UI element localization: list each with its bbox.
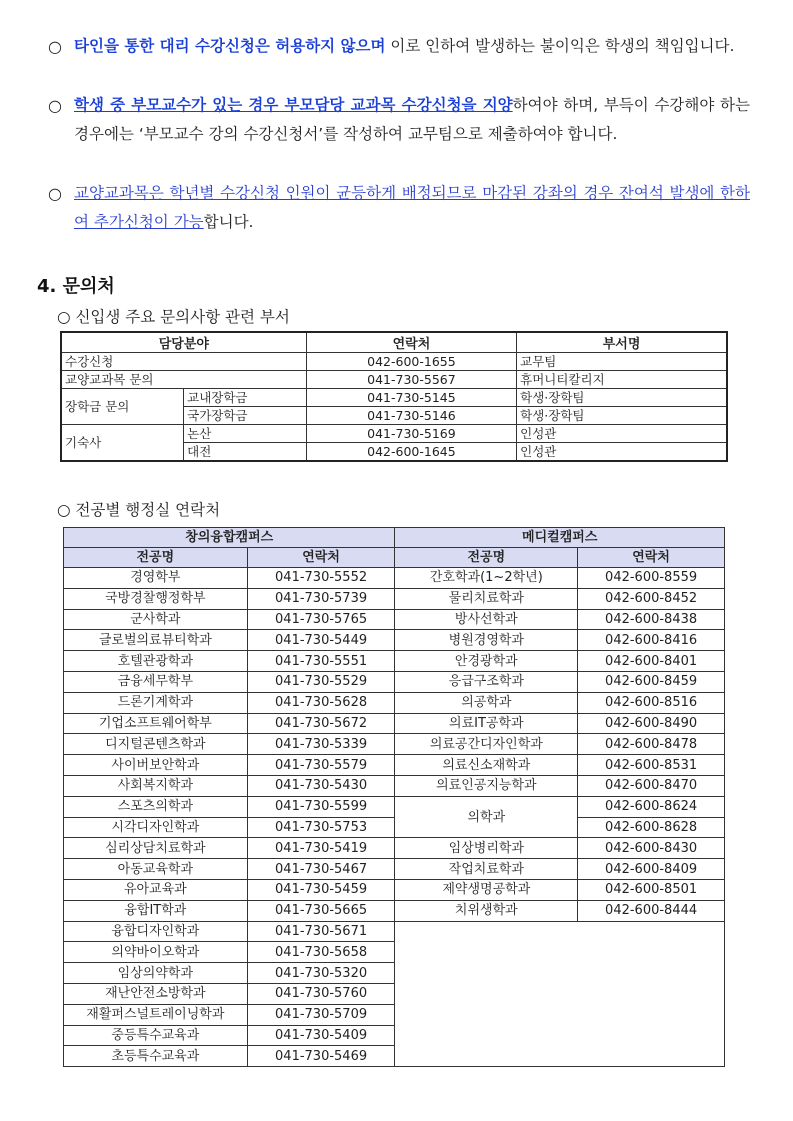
major-name-cell: 경영학부 [64, 568, 248, 589]
phone-cell: 041-730-5145 [306, 389, 516, 407]
table-header-row [61, 332, 727, 353]
table-row [64, 734, 725, 755]
area-cell: 교양교과목 문의 [61, 371, 306, 389]
campus-left-header: 창의융합캠퍼스 [64, 528, 395, 548]
major-phone-cell: 041-730-5320 [247, 963, 395, 984]
major-phone-cell: 041-730-5459 [247, 879, 395, 900]
major-name-cell: 사회복지학과 [64, 775, 248, 796]
majors-body [64, 568, 725, 1067]
inquiry-subtitle: ○ 신입생 주요 문의사항 관련 부서 [57, 308, 290, 326]
major-phone-cell: 041-730-5765 [247, 609, 395, 630]
bullet: ○ [48, 37, 62, 56]
major-phone-cell: 042-600-8516 [578, 692, 725, 713]
area-cell: 장학금 문의 [61, 389, 184, 425]
major-name-cell: 의학과 [395, 796, 578, 838]
major-name-cell: 사이버보안학과 [64, 755, 248, 776]
notice-3-rest: 합니다. [203, 213, 254, 231]
notice-2-rest: 하여야 하며, 부득이 수강해야 하는 경우에는 ‘부모교수 강의 수강신청서’를 작성하여 교무팀으로 제출하여야 합니다. [74, 96, 750, 143]
campus-header-row [64, 528, 725, 548]
table-row [64, 1004, 725, 1025]
major-phone-cell: 042-600-8438 [578, 609, 725, 630]
phone-cell: 042-600-1655 [306, 353, 516, 371]
col-major-left: 전공명 [64, 548, 248, 568]
campus-right-header: 메디컬캠퍼스 [395, 528, 725, 548]
col-major-right: 전공명 [395, 548, 578, 568]
section-title: 4. 문의처 [37, 276, 115, 297]
major-phone-cell: 041-730-5467 [247, 859, 395, 880]
table-row [64, 609, 725, 630]
header-contact: 연락처 [306, 332, 516, 353]
table-row [64, 1046, 725, 1067]
major-phone-cell: 041-730-5552 [247, 568, 395, 589]
header-area: 담당분야 [61, 332, 306, 353]
phone-cell: 042-600-1645 [306, 443, 516, 462]
major-phone-cell: 042-600-8559 [578, 568, 725, 589]
major-phone-cell: 041-730-5599 [247, 796, 395, 817]
major-phone-cell: 042-600-8490 [578, 713, 725, 734]
major-name-cell: 시각디자인학과 [64, 817, 248, 838]
major-name-cell: 융합디자인학과 [64, 921, 248, 942]
table-row [64, 879, 725, 900]
table-row [61, 371, 727, 389]
major-phone-cell: 042-600-8470 [578, 775, 725, 796]
table-row [64, 755, 725, 776]
major-phone-cell: 041-730-5529 [247, 671, 395, 692]
major-name-cell: 방사선학과 [395, 609, 578, 630]
major-name-cell: 드론기계학과 [64, 692, 248, 713]
major-name-cell: 의공학과 [395, 692, 578, 713]
table-row [64, 983, 725, 1004]
table-row [64, 900, 725, 921]
major-name-cell: 아동교육학과 [64, 859, 248, 880]
major-phone-cell: 041-730-5419 [247, 838, 395, 859]
notice-3 [48, 179, 750, 237]
major-phone-cell: 042-600-8452 [578, 588, 725, 609]
empty-cell [395, 1025, 725, 1046]
major-phone-cell: 041-730-5339 [247, 734, 395, 755]
dept-cell: 휴머니티칼리지 [517, 371, 727, 389]
major-name-cell: 치위생학과 [395, 900, 578, 921]
notice-2-emphasis: 학생 중 부모교수가 있는 경우 부모담당 교과목 수강신청을 지양 [74, 96, 513, 114]
major-name-cell: 의료인공지능학과 [395, 775, 578, 796]
major-phone-cell: 041-730-5469 [247, 1046, 395, 1067]
empty-cell [395, 1046, 725, 1067]
major-name-cell: 기업소프트웨어학부 [64, 713, 248, 734]
table-row [64, 775, 725, 796]
major-phone-cell: 041-730-5449 [247, 630, 395, 651]
major-name-cell: 스포츠의학과 [64, 796, 248, 817]
major-phone-cell: 042-600-8444 [578, 900, 725, 921]
sub-area-cell: 국가장학금 [184, 407, 307, 425]
major-phone-cell: 042-600-8459 [578, 671, 725, 692]
major-name-cell: 군사학과 [64, 609, 248, 630]
empty-cell [395, 963, 725, 984]
major-name-cell: 의료신소재학과 [395, 755, 578, 776]
table-row [64, 713, 725, 734]
column-header-row [64, 548, 725, 568]
major-name-cell: 병원경영학과 [395, 630, 578, 651]
sub-area-cell: 대전 [184, 443, 307, 462]
table-row [64, 859, 725, 880]
major-phone-cell: 041-730-5409 [247, 1025, 395, 1046]
major-phone-cell: 041-730-5760 [247, 983, 395, 1004]
bullet: ○ [48, 184, 62, 203]
table-row [64, 838, 725, 859]
major-phone-cell: 041-730-5430 [247, 775, 395, 796]
major-name-cell: 간호학과(1~2학년) [395, 568, 578, 589]
table-row [64, 692, 725, 713]
inquiry-table [60, 331, 728, 462]
major-phone-cell: 042-600-8624 [578, 796, 725, 817]
major-name-cell: 의약바이오학과 [64, 942, 248, 963]
majors-table [63, 527, 725, 1067]
empty-cell [395, 1004, 725, 1025]
major-name-cell: 유아교육과 [64, 879, 248, 900]
major-phone-cell: 041-730-5551 [247, 651, 395, 672]
major-name-cell: 의료IT공학과 [395, 713, 578, 734]
table-row [64, 796, 725, 817]
empty-cell [395, 942, 725, 963]
dept-cell: 학생·장학팀 [517, 389, 727, 407]
table-row [61, 389, 727, 407]
table-row [64, 671, 725, 692]
major-phone-cell: 041-730-5665 [247, 900, 395, 921]
col-contact-left: 연락처 [247, 548, 395, 568]
majors-subtitle: ○ 전공별 행정실 연락처 [57, 501, 221, 519]
empty-cell [395, 983, 725, 1004]
phone-cell: 041-730-5169 [306, 425, 516, 443]
major-name-cell: 안경광학과 [395, 651, 578, 672]
major-name-cell: 국방경찰행정학부 [64, 588, 248, 609]
major-name-cell: 제약생명공학과 [395, 879, 578, 900]
major-name-cell: 심리상담치료학과 [64, 838, 248, 859]
major-phone-cell: 041-730-5739 [247, 588, 395, 609]
major-phone-cell: 042-600-8409 [578, 859, 725, 880]
notice-3-emphasis: 교양교과목은 학년별 수강신청 인원이 균등하게 배정되므로 마감된 강좌의 경우 잔여석 발생에 한하여 추가신청이 가능 [74, 184, 750, 231]
notice-1-emphasis: 타인을 통한 대리 수강신청은 허용하지 않으며 [74, 37, 386, 55]
table-row [61, 425, 727, 443]
dept-cell: 교무팀 [517, 353, 727, 371]
col-contact-right: 연락처 [578, 548, 725, 568]
empty-cell [395, 921, 725, 942]
major-phone-cell: 041-730-5709 [247, 1004, 395, 1025]
major-phone-cell: 042-600-8416 [578, 630, 725, 651]
major-name-cell: 임상의약학과 [64, 963, 248, 984]
phone-cell: 041-730-5146 [306, 407, 516, 425]
sub-area-cell: 교내장학금 [184, 389, 307, 407]
bullet: ○ [48, 96, 62, 115]
dept-cell: 인성관 [517, 443, 727, 462]
major-phone-cell: 042-600-8531 [578, 755, 725, 776]
major-phone-cell: 042-600-8628 [578, 817, 725, 838]
table-row [64, 651, 725, 672]
area-cell: 기숙사 [61, 425, 184, 462]
phone-cell: 041-730-5567 [306, 371, 516, 389]
major-phone-cell: 042-600-8501 [578, 879, 725, 900]
major-phone-cell: 042-600-8430 [578, 838, 725, 859]
major-name-cell: 디지털콘텐츠학과 [64, 734, 248, 755]
major-name-cell: 응급구조학과 [395, 671, 578, 692]
major-name-cell: 초등특수교육과 [64, 1046, 248, 1067]
dept-cell: 인성관 [517, 425, 727, 443]
area-cell: 수강신청 [61, 353, 306, 371]
major-name-cell: 글로벌의료뷰티학과 [64, 630, 248, 651]
major-name-cell: 호텔관광학과 [64, 651, 248, 672]
major-name-cell: 금융세무학부 [64, 671, 248, 692]
major-phone-cell: 041-730-5753 [247, 817, 395, 838]
major-name-cell: 재난안전소방학과 [64, 983, 248, 1004]
major-name-cell: 임상병리학과 [395, 838, 578, 859]
major-name-cell: 작업치료학과 [395, 859, 578, 880]
major-name-cell: 물리치료학과 [395, 588, 578, 609]
table-row [64, 817, 725, 838]
header-dept: 부서명 [517, 332, 727, 353]
major-name-cell: 융합IT학과 [64, 900, 248, 921]
table-row [64, 1025, 725, 1046]
major-name-cell: 의료공간디자인학과 [395, 734, 578, 755]
major-name-cell: 중등특수교육과 [64, 1025, 248, 1046]
notice-1-rest: 이로 인하여 발생하는 불이익은 학생의 책임입니다. [385, 37, 735, 55]
major-name-cell: 재활퍼스널트레이닝학과 [64, 1004, 248, 1025]
table-row [64, 942, 725, 963]
major-phone-cell: 041-730-5579 [247, 755, 395, 776]
major-phone-cell: 041-730-5658 [247, 942, 395, 963]
table-row [64, 963, 725, 984]
dept-cell: 학생·장학팀 [517, 407, 727, 425]
table-row [64, 568, 725, 589]
table-row [64, 921, 725, 942]
notice-1 [48, 32, 750, 61]
major-phone-cell: 041-730-5628 [247, 692, 395, 713]
major-phone-cell: 041-730-5671 [247, 921, 395, 942]
major-phone-cell: 042-600-8478 [578, 734, 725, 755]
table-row [61, 353, 727, 371]
table-row [64, 630, 725, 651]
table-row [64, 588, 725, 609]
major-phone-cell: 042-600-8401 [578, 651, 725, 672]
sub-area-cell: 논산 [184, 425, 307, 443]
notice-2 [48, 91, 750, 149]
major-phone-cell: 041-730-5672 [247, 713, 395, 734]
